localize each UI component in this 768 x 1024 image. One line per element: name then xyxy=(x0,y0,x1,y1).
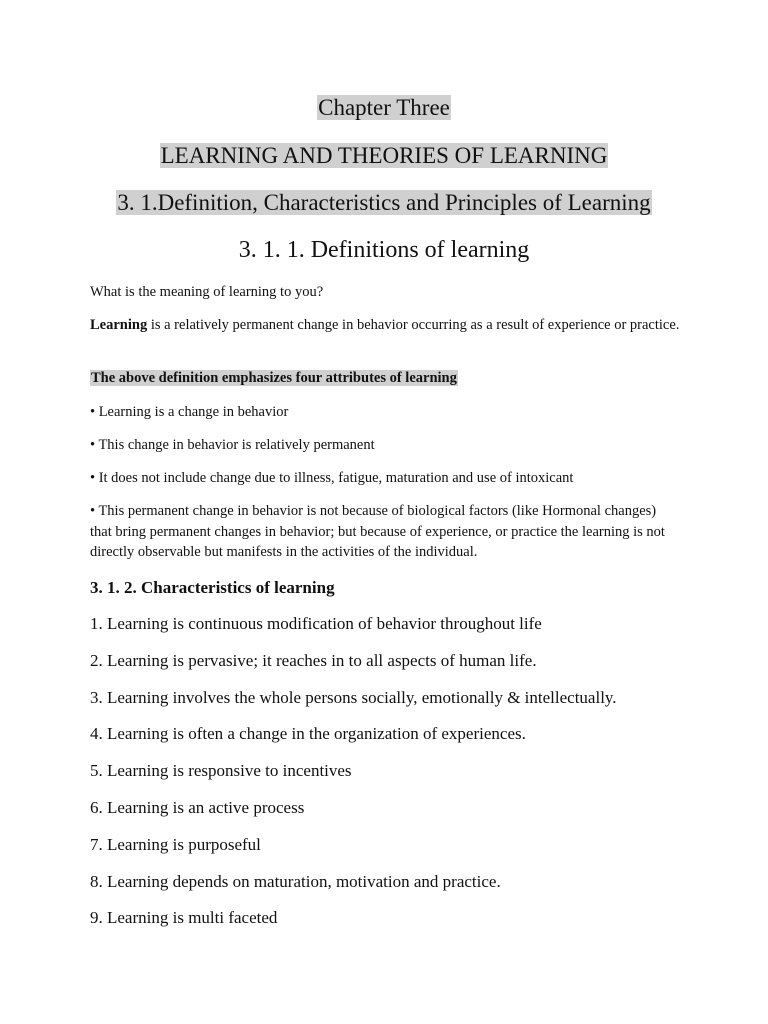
attributes-heading-line xyxy=(90,368,680,389)
section-heading xyxy=(0,188,768,218)
list-item: 4. Learning is often a change in the organization of experiences. xyxy=(90,724,526,744)
characteristics-list xyxy=(90,612,710,943)
list-item: 1. Learning is continuous modification of behavior throughout life xyxy=(90,614,542,633)
attribute-item: • This permanent change in behavior is not because of biological factors (like Hormonal changes) that bring permanent changes in behavior; but because of experience, or practice the learning is not directly observable but manifests in the activities of the individual. xyxy=(90,503,665,560)
attribute-item: • Learning is a change in behavior xyxy=(90,404,289,420)
definition-term: Learning xyxy=(90,317,148,333)
list-item: 8. Learning depends on maturation, motivation and practice. xyxy=(90,871,501,891)
list-item: 2. Learning is pervasive; it reaches in to all aspects of human life. xyxy=(90,650,537,670)
section-title: 3. 1.Definition, Characteristics and Principles of Learning xyxy=(117,190,651,215)
attribute-item: • This change in behavior is relatively permanent xyxy=(90,437,375,453)
list-item: 5. Learning is responsive to incentives xyxy=(90,761,352,781)
main-title: LEARNING AND THEORIES OF LEARNING xyxy=(160,143,608,168)
list-item: 6. Learning is an active process xyxy=(90,797,305,817)
attribute-item: • It does not include change due to illness, fatigue, maturation and use of intoxicant xyxy=(90,470,574,486)
subsection-title: 3. 1. 1. Definitions of learning xyxy=(238,237,530,263)
main-title-heading xyxy=(0,141,768,171)
characteristics-heading: 3. 1. 2. Characteristics of learning xyxy=(90,578,335,597)
list-item: 7. Learning is purposeful xyxy=(90,834,261,854)
list-item: 3. Learning involves the whole persons socially, emotionally & intellectually. xyxy=(90,687,617,707)
question-paragraph: What is the meaning of learning to you? xyxy=(90,284,324,300)
definition-text: is a relatively permanent change in behavior occurring as a result of experience or practice. xyxy=(147,317,680,333)
attributes-heading: The above definition emphasizes four attributes of learning xyxy=(91,370,457,386)
definition-paragraph xyxy=(90,315,680,336)
list-item: 9. Learning is multi faceted xyxy=(90,908,278,928)
chapter-label: Chapter Three xyxy=(318,95,450,120)
chapter-heading xyxy=(0,93,768,123)
